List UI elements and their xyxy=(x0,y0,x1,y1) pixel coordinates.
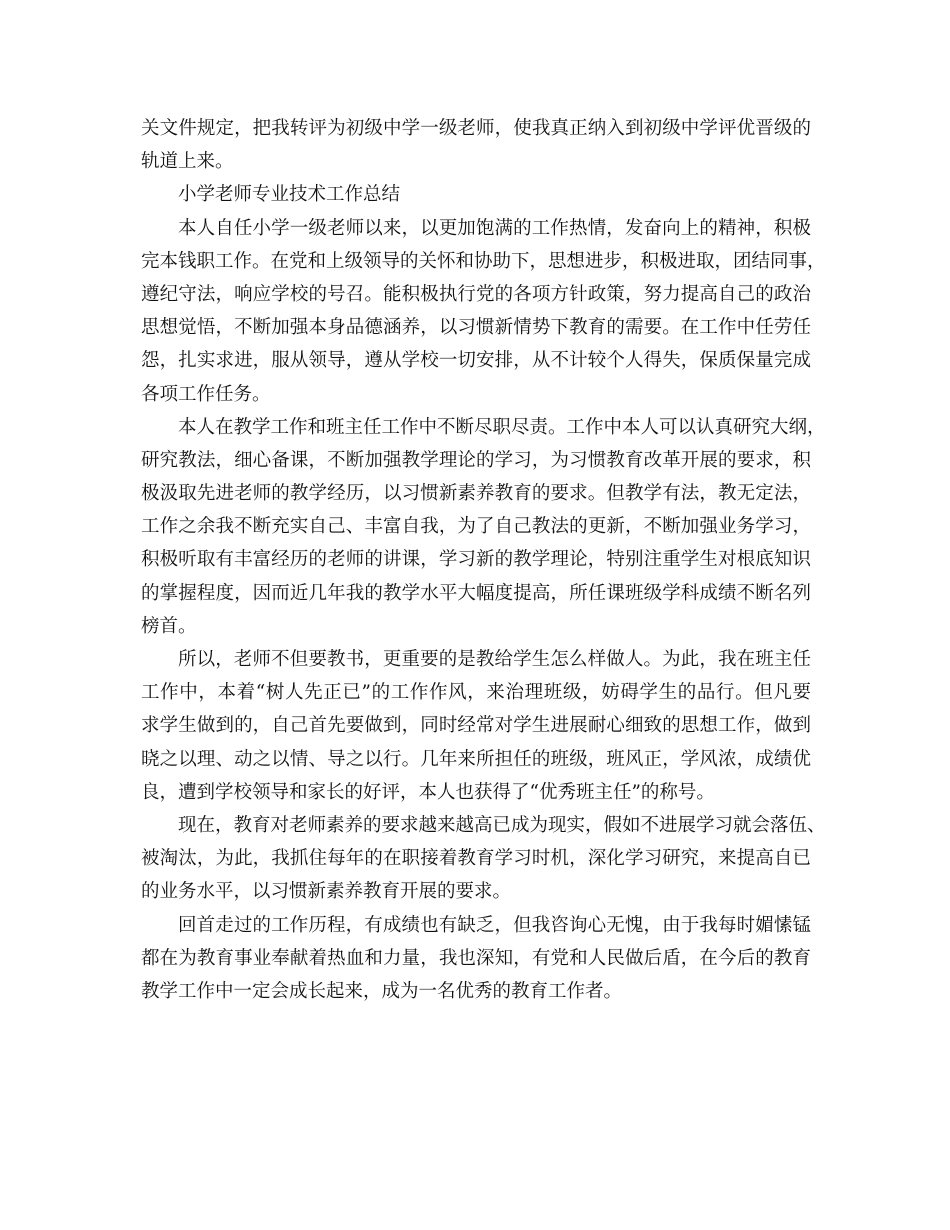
text-line: 的业务水平，以习惯新素养教育开展的要求。 xyxy=(141,881,512,903)
text-line: 所以，老师不但要教书，更重要的是教给学生怎么样做人。为此，我在班主任 xyxy=(178,649,811,670)
paragraph xyxy=(141,809,826,909)
text-line: 工作中，本着“树人先正已”的工作作风，来治理班级，妨碍学生的品行。但凡要 xyxy=(141,682,811,704)
paragraph xyxy=(141,112,811,178)
paragraph xyxy=(141,411,826,643)
text-line: 遵纪守法，响应学校的号召。能积极执行党的各项方针政策，努力提高自己的政治 xyxy=(141,283,811,305)
text-line: 极汲取先进老师的教学经历，以习惯新素养教育的要求。但教学有法，教无定法， xyxy=(141,483,811,505)
text-line: 小学老师专业技术工作总结 xyxy=(178,184,401,206)
text-line: 思想觉悟，不断加强本身品德涵养，以习惯新情势下教育的需要。在工作中任劳任 xyxy=(141,317,811,339)
text-line: 各项工作任务。 xyxy=(141,383,271,405)
section-title xyxy=(141,178,811,211)
text-line: 回首走过的工作历程，有成绩也有缺乏，但我咨询心无愧，由于我每时媚愫锰 xyxy=(178,914,811,936)
text-line: 轨道上来。 xyxy=(141,151,234,173)
document-body xyxy=(141,112,826,1008)
text-line: 的掌握程度，因而近几年我的教学水平大幅度提高，所任课班级学科成绩不断名列 xyxy=(141,582,811,604)
text-line: 本人自任小学一级老师以来，以更加饱满的工作热情，发奋向上的精神，积极 xyxy=(178,217,811,239)
text-line: 教学工作中一定会成长起来，成为一名优秀的教育工作者。 xyxy=(141,980,623,1002)
paragraph xyxy=(141,909,811,1009)
text-line: 晓之以理、动之以情、导之以行。几年来所担任的班级，班风正，学风浓，成绩优 xyxy=(141,748,811,770)
text-line: 被淘汰，为此，我抓住每年的在职接着教育学习时机，深化学习研究，来提高自已 xyxy=(141,848,811,870)
text-line: 工作之余我不断充实自己、丰富自我，为了自己教法的更新，不断加强业务学习， xyxy=(141,516,811,538)
text-line: 完本钱职工作。在党和上级领导的关怀和协助下，思想进步，积极进取，团结同事， xyxy=(141,250,826,272)
text-line: 积极听取有丰富经历的老师的讲课，学习新的教学理论，特别注重学生对根底知识 xyxy=(141,549,811,571)
text-line: 关文件规定，把我转评为初级中学一级老师，使我真正纳入到初级中学评优晋级的 xyxy=(141,118,811,139)
paragraph xyxy=(141,212,826,411)
text-line: 现在，教育对老师素养的要求越来越高已成为现实，假如不进展学习就会落伍、 xyxy=(178,814,826,836)
text-line: 求学生做到的，自己首先要做到，同时经常对学生进展耐心细致的思想工作，做到 xyxy=(141,715,811,737)
text-line: 榜首。 xyxy=(141,615,197,637)
paragraph xyxy=(141,643,811,809)
text-line: 本人在教学工作和班主任工作中不断尽职尽责。工作中本人可以认真研究大纲， xyxy=(178,416,826,438)
text-line: 良，遭到学校领导和家长的好评，本人也获得了“优秀班主任”的称号。 xyxy=(141,781,715,803)
text-line: 都在为教育事业奉献着热血和力量，我也深知，有党和人民做后盾，在今后的教育 xyxy=(141,947,811,969)
text-line: 研究教法，细心备课，不断加强教学理论的学习，为习惯教育改革开展的要求，积 xyxy=(141,449,811,471)
text-line: 怨，扎实求进，服从领导，遵从学校一切安排，从不计较个人得失，保质保量完成 xyxy=(141,350,811,372)
